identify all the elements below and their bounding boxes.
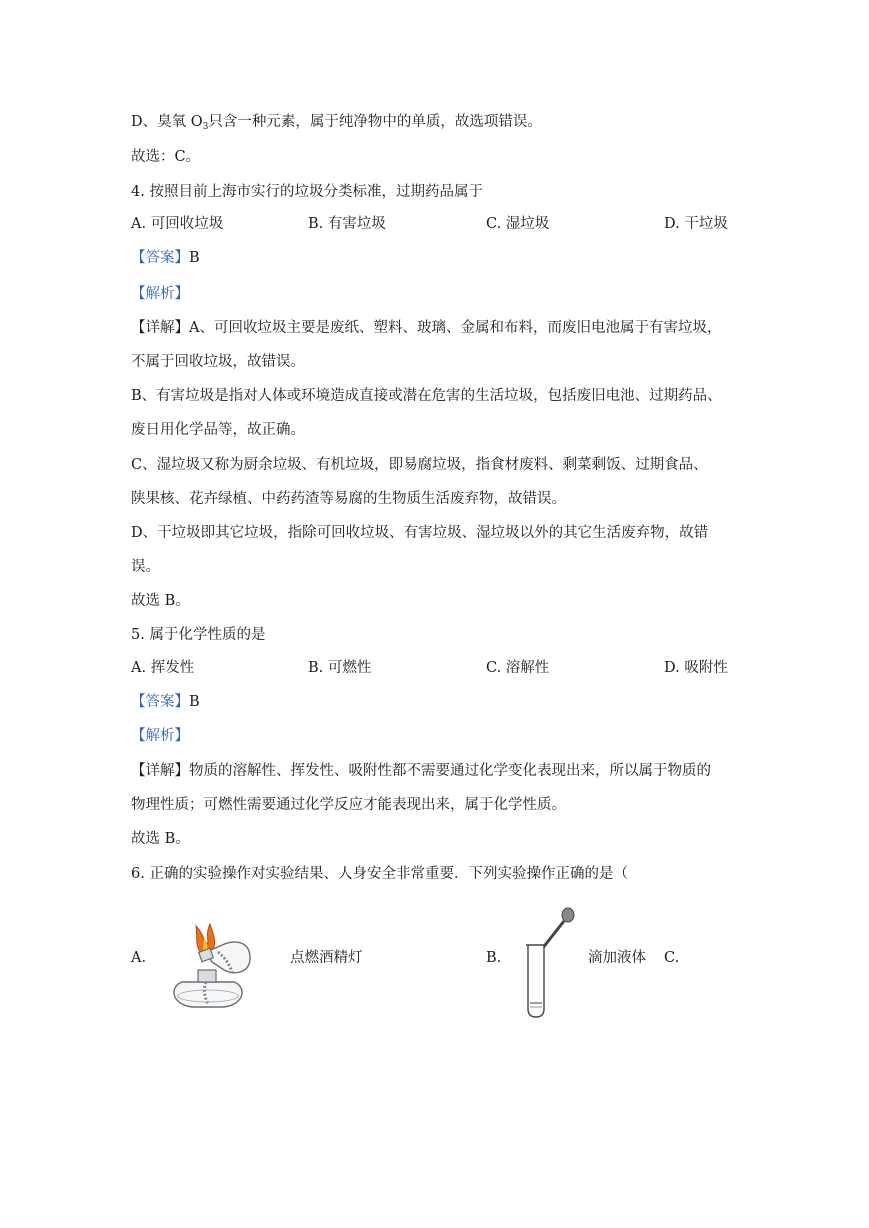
q5-detail-line-2: 物理性质；可燃性需要通过化学反应才能表现出来，属于化学性质。 <box>131 797 566 813</box>
question-5: 5. 属于化学性质的是 <box>131 627 266 643</box>
ozone-line <box>131 112 542 137</box>
detail-tag: 【详解】 <box>131 320 189 336</box>
q4-b-line-1: B、有害垃圾是指对人体或环境造成直接或潜在危害的生活垃圾，包括废旧电池、过期药品、 <box>131 388 722 404</box>
q4-option-c: C. 湿垃圾 <box>486 216 550 232</box>
q4-option-b: B. 有害垃圾 <box>308 216 386 232</box>
q5-option-a: A. 挥发性 <box>131 660 195 676</box>
q4-answer <box>131 248 200 268</box>
q5-option-b: B. 可燃性 <box>308 660 372 676</box>
q6-option-c: C. <box>664 950 680 966</box>
q4-analysis-tag: 【解析】 <box>131 286 189 302</box>
q4-final: 故选 B。 <box>131 593 190 609</box>
ozone-prefix: D、臭氧 O <box>131 114 203 130</box>
q6-option-b-label: 滴加液体 <box>588 950 646 966</box>
q5-analysis-tag: 【解析】 <box>131 728 189 744</box>
detail-text: 物质的溶解性、挥发性、吸附性都不需要通过化学变化表现出来，所以属于物质的 <box>189 763 711 779</box>
q5-option-d: D. 吸附性 <box>664 660 728 676</box>
q5-option-c: C. 溶解性 <box>486 660 550 676</box>
q4-option-a: A. 可回收垃圾 <box>131 216 224 232</box>
detail-text: A、可回收垃圾主要是废纸、塑料、玻璃、金属和布料，而废旧电池属于有害垃圾， <box>189 320 722 336</box>
q6-option-b: B. <box>486 950 502 966</box>
q4-d-line-2: 误。 <box>131 559 160 575</box>
q6-option-a: A. <box>131 950 147 966</box>
q4-option-d: D. 干垃圾 <box>664 216 728 232</box>
question-6: 6. 正确的实验操作对实验结果、人身安全非常重要．下列实验操作正确的是（ <box>131 866 628 882</box>
answer-value: B <box>189 250 200 266</box>
dropper-test-tube-icon <box>518 905 578 1025</box>
answer-tag: 【答案】 <box>131 250 189 266</box>
q4-detail-line-2: 不属于回收垃圾，故错误。 <box>131 354 305 370</box>
q5-detail-line-1 <box>131 761 711 781</box>
answer-tag: 【答案】 <box>131 694 189 710</box>
q4-c-line-1: C、湿垃圾又称为厨余垃圾、有机垃圾，即易腐垃圾，指食材废料、剩菜剩饭、过期食品、 <box>131 457 708 473</box>
question-4: 4. 按照目前上海市实行的垃圾分类标准，过期药品属于 <box>131 184 483 200</box>
ozone-suffix: 只含一种元素，属于纯净物中的单质，故选项错误。 <box>208 114 542 130</box>
q4-detail-line-1 <box>131 318 721 338</box>
q6-option-a-label: 点燃酒精灯 <box>290 950 363 966</box>
q4-d-line-1: D、干垃圾即其它垃圾，指除可回收垃圾、有害垃圾、湿垃圾以外的其它生活废弃物，故错 <box>131 525 709 541</box>
q5-answer <box>131 692 200 712</box>
detail-tag: 【详解】 <box>131 763 189 779</box>
answer-value: B <box>189 694 200 710</box>
answer-c-line: 故选：C。 <box>131 149 201 165</box>
q4-b-line-2: 废日用化学品等，故正确。 <box>131 422 305 438</box>
q5-final: 故选 B。 <box>131 831 190 847</box>
alcohol-lamp-lighting-icon <box>162 912 262 1014</box>
q4-c-line-2: 陕果核、花卉绿植、中药药渣等易腐的生物质生活废弃物，故错误。 <box>131 491 566 507</box>
ozone-subscript: 3 <box>202 122 209 132</box>
